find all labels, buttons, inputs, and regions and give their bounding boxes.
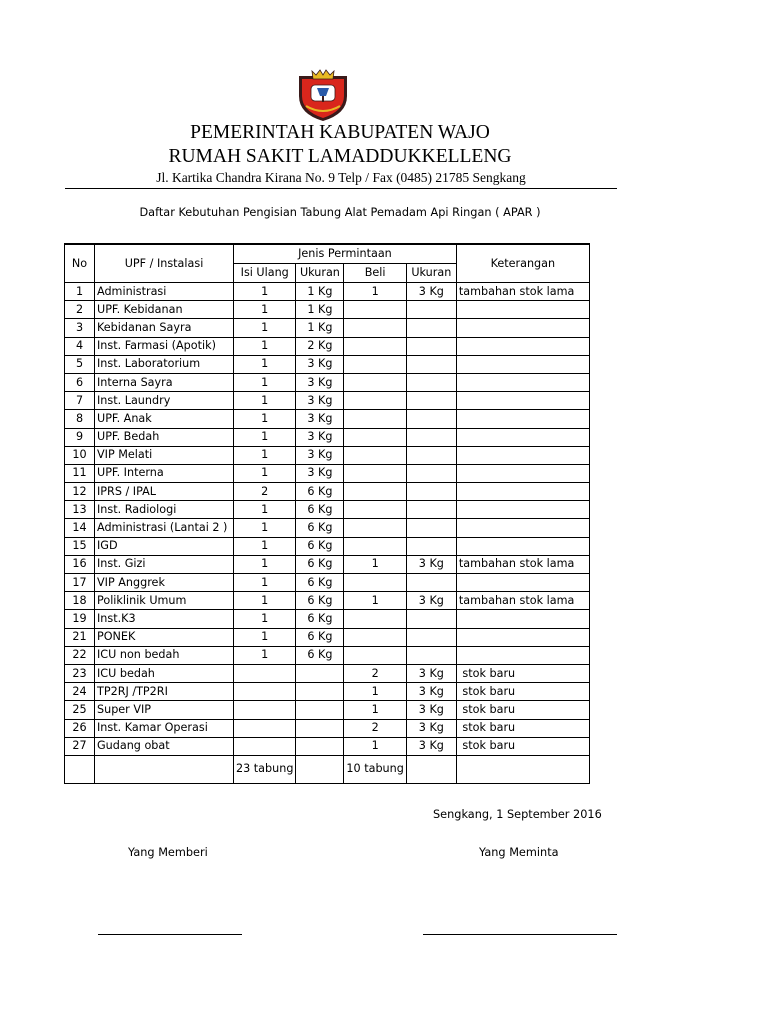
row-ukuran-2: 3 Kg — [406, 283, 456, 301]
row-ukuran-2 — [406, 646, 456, 664]
row-ukuran-2: 3 Kg — [406, 664, 456, 682]
table-row — [65, 355, 590, 373]
row-upf: PONEK — [95, 628, 234, 646]
row-beli — [344, 646, 406, 664]
table-row — [65, 428, 590, 446]
row-ukuran-1: 6 Kg — [296, 592, 344, 610]
row-keterangan: tambahan stok lama — [456, 592, 589, 610]
total-ukuran-2-cell — [406, 755, 456, 783]
row-ukuran-1: 3 Kg — [296, 428, 344, 446]
row-ukuran-1: 1 Kg — [296, 301, 344, 319]
row-isi-ulang: 1 — [234, 646, 296, 664]
row-isi-ulang: 1 — [234, 537, 296, 555]
row-ukuran-2 — [406, 483, 456, 501]
row-beli — [344, 373, 406, 391]
row-beli — [344, 501, 406, 519]
row-upf: IGD — [95, 537, 234, 555]
row-isi-ulang: 2 — [234, 483, 296, 501]
row-keterangan — [456, 483, 589, 501]
col-header-beli: Beli — [344, 264, 406, 283]
row-no: 21 — [65, 628, 95, 646]
row-ukuran-2 — [406, 574, 456, 592]
row-no: 6 — [65, 373, 95, 391]
row-ukuran-2 — [406, 501, 456, 519]
table-row — [65, 701, 590, 719]
row-no: 16 — [65, 555, 95, 573]
row-ukuran-1: 6 Kg — [296, 519, 344, 537]
row-beli — [344, 301, 406, 319]
row-keterangan: stok baru — [456, 737, 589, 755]
hospital-name: RUMAH SAKIT LAMADDUKKELLENG — [168, 146, 512, 167]
row-upf: Inst. Kamar Operasi — [95, 719, 234, 737]
row-isi-ulang: 1 — [234, 283, 296, 301]
row-isi-ulang: 1 — [234, 337, 296, 355]
row-upf: Super VIP — [95, 701, 234, 719]
row-ukuran-1: 3 Kg — [296, 392, 344, 410]
row-ukuran-2 — [406, 464, 456, 482]
total-beli: 10 tabung — [344, 755, 406, 783]
total-no-cell — [65, 755, 95, 783]
row-ukuran-1: 6 Kg — [296, 483, 344, 501]
giver-signature-line — [98, 934, 242, 935]
row-keterangan — [456, 646, 589, 664]
row-isi-ulang: 1 — [234, 319, 296, 337]
row-upf: UPF. Kebidanan — [95, 301, 234, 319]
row-ukuran-1: 3 Kg — [296, 446, 344, 464]
row-beli: 2 — [344, 719, 406, 737]
row-ukuran-1: 6 Kg — [296, 610, 344, 628]
row-ukuran-1: 3 Kg — [296, 373, 344, 391]
row-ukuran-1: 6 Kg — [296, 555, 344, 573]
document-title: Daftar Kebutuhan Pengisian Tabung Alat Pemadam Api Ringan ( APAR ) — [139, 206, 541, 219]
row-ukuran-2 — [406, 301, 456, 319]
row-ukuran-2 — [406, 373, 456, 391]
row-beli — [344, 610, 406, 628]
table-row — [65, 574, 590, 592]
row-ukuran-1: 6 Kg — [296, 574, 344, 592]
row-isi-ulang: 1 — [234, 446, 296, 464]
row-upf: Administrasi — [95, 283, 234, 301]
row-keterangan — [456, 464, 589, 482]
row-isi-ulang: 1 — [234, 610, 296, 628]
row-ukuran-2 — [406, 355, 456, 373]
row-ukuran-2 — [406, 519, 456, 537]
row-upf: Gudang obat — [95, 737, 234, 755]
row-no: 7 — [65, 392, 95, 410]
row-ukuran-1 — [296, 664, 344, 682]
row-no: 1 — [65, 283, 95, 301]
row-beli — [344, 428, 406, 446]
request-table — [64, 243, 590, 784]
row-no: 27 — [65, 737, 95, 755]
row-beli — [344, 483, 406, 501]
row-ukuran-1: 6 Kg — [296, 501, 344, 519]
row-keterangan: stok baru — [456, 664, 589, 682]
header-divider — [65, 188, 617, 189]
row-isi-ulang: 1 — [234, 464, 296, 482]
row-no: 12 — [65, 483, 95, 501]
col-header-no: No — [65, 244, 95, 283]
row-beli: 1 — [344, 555, 406, 573]
institution-name: PEMERINTAH KABUPATEN WAJO — [190, 122, 490, 143]
row-keterangan — [456, 301, 589, 319]
row-beli: 2 — [344, 664, 406, 682]
row-keterangan — [456, 446, 589, 464]
row-beli — [344, 464, 406, 482]
row-keterangan — [456, 410, 589, 428]
row-no: 5 — [65, 355, 95, 373]
row-beli — [344, 337, 406, 355]
table-row — [65, 392, 590, 410]
row-upf: VIP Melati — [95, 446, 234, 464]
table-row — [65, 373, 590, 391]
row-no: 14 — [65, 519, 95, 537]
row-isi-ulang — [234, 683, 296, 701]
row-beli — [344, 446, 406, 464]
col-header-isi-ulang: Isi Ulang — [234, 264, 296, 283]
row-ukuran-1: 3 Kg — [296, 355, 344, 373]
col-header-keterangan: Keterangan — [456, 244, 589, 283]
row-isi-ulang — [234, 701, 296, 719]
row-keterangan: tambahan stok lama — [456, 555, 589, 573]
row-beli: 1 — [344, 683, 406, 701]
row-upf: Kebidanan Sayra — [95, 319, 234, 337]
row-no: 24 — [65, 683, 95, 701]
row-isi-ulang: 1 — [234, 501, 296, 519]
row-ukuran-2 — [406, 392, 456, 410]
row-no: 9 — [65, 428, 95, 446]
row-upf: ICU non bedah — [95, 646, 234, 664]
row-upf: ICU bedah — [95, 664, 234, 682]
row-keterangan: tambahan stok lama — [456, 283, 589, 301]
row-keterangan — [456, 610, 589, 628]
row-isi-ulang — [234, 737, 296, 755]
row-ukuran-2 — [406, 319, 456, 337]
table-row — [65, 664, 590, 682]
row-ukuran-2 — [406, 337, 456, 355]
row-ukuran-1: 3 Kg — [296, 410, 344, 428]
row-keterangan — [456, 501, 589, 519]
row-no: 8 — [65, 410, 95, 428]
row-upf: UPF. Interna — [95, 464, 234, 482]
row-no: 22 — [65, 646, 95, 664]
row-ukuran-1: 3 Kg — [296, 464, 344, 482]
row-ukuran-2 — [406, 610, 456, 628]
row-isi-ulang — [234, 719, 296, 737]
row-no: 25 — [65, 701, 95, 719]
row-upf: UPF. Bedah — [95, 428, 234, 446]
row-beli — [344, 537, 406, 555]
row-keterangan: stok baru — [456, 683, 589, 701]
row-upf: Poliklinik Umum — [95, 592, 234, 610]
row-beli — [344, 355, 406, 373]
row-ukuran-2 — [406, 446, 456, 464]
total-upf-cell — [95, 755, 234, 783]
row-isi-ulang: 1 — [234, 392, 296, 410]
row-ukuran-2: 3 Kg — [406, 555, 456, 573]
place-date: Sengkang, 1 September 2016 — [433, 808, 602, 821]
row-isi-ulang: 1 — [234, 555, 296, 573]
row-no: 17 — [65, 574, 95, 592]
table-body — [65, 283, 590, 756]
row-keterangan — [456, 428, 589, 446]
row-no: 23 — [65, 664, 95, 682]
row-ukuran-1: 2 Kg — [296, 337, 344, 355]
requester-label: Yang Meminta — [479, 846, 559, 859]
row-isi-ulang — [234, 664, 296, 682]
row-ukuran-2 — [406, 410, 456, 428]
row-upf: Inst. Farmasi (Apotik) — [95, 337, 234, 355]
table-row — [65, 555, 590, 573]
row-ukuran-1: 6 Kg — [296, 537, 344, 555]
total-isi-ulang: 23 tabung — [234, 755, 296, 783]
col-header-ukuran-2: Ukuran — [406, 264, 456, 283]
row-ukuran-2: 3 Kg — [406, 683, 456, 701]
table-row — [65, 446, 590, 464]
row-keterangan — [456, 337, 589, 355]
total-ukuran-1-cell — [296, 755, 344, 783]
table-row — [65, 592, 590, 610]
row-beli — [344, 628, 406, 646]
row-ukuran-2 — [406, 428, 456, 446]
hospital-emblem-icon — [295, 68, 351, 122]
table-row — [65, 319, 590, 337]
row-isi-ulang: 1 — [234, 373, 296, 391]
row-isi-ulang: 1 — [234, 410, 296, 428]
row-no: 15 — [65, 537, 95, 555]
col-header-upf: UPF / Instalasi — [95, 244, 234, 283]
row-upf: TP2RJ /TP2RI — [95, 683, 234, 701]
col-header-jenis: Jenis Permintaan — [234, 244, 457, 264]
row-ukuran-2: 3 Kg — [406, 737, 456, 755]
row-beli: 1 — [344, 283, 406, 301]
row-isi-ulang: 1 — [234, 355, 296, 373]
table-row — [65, 410, 590, 428]
table-row — [65, 337, 590, 355]
row-upf: Administrasi (Lantai 2 ) — [95, 519, 234, 537]
row-ukuran-1 — [296, 683, 344, 701]
table-row — [65, 610, 590, 628]
row-upf: Inst. Radiologi — [95, 501, 234, 519]
total-keterangan-cell — [456, 755, 589, 783]
table-row — [65, 519, 590, 537]
giver-label: Yang Memberi — [128, 846, 208, 859]
row-beli — [344, 392, 406, 410]
row-keterangan — [456, 574, 589, 592]
row-no: 4 — [65, 337, 95, 355]
table-row — [65, 501, 590, 519]
table-row — [65, 483, 590, 501]
row-keterangan — [456, 628, 589, 646]
table-row — [65, 537, 590, 555]
row-ukuran-2 — [406, 628, 456, 646]
row-isi-ulang: 1 — [234, 301, 296, 319]
table-row — [65, 283, 590, 301]
row-upf: VIP Anggrek — [95, 574, 234, 592]
hospital-address: Jl. Kartika Chandra Kirana No. 9 Telp / Fax (0485) 21785 Sengkang — [156, 170, 526, 185]
col-header-ukuran-1: Ukuran — [296, 264, 344, 283]
row-no: 3 — [65, 319, 95, 337]
row-isi-ulang: 1 — [234, 519, 296, 537]
row-keterangan: stok baru — [456, 701, 589, 719]
table-row — [65, 628, 590, 646]
row-no: 13 — [65, 501, 95, 519]
row-ukuran-2: 3 Kg — [406, 719, 456, 737]
row-keterangan — [456, 392, 589, 410]
row-no: 26 — [65, 719, 95, 737]
row-upf: Inst.K3 — [95, 610, 234, 628]
row-keterangan — [456, 519, 589, 537]
row-ukuran-1 — [296, 737, 344, 755]
row-keterangan — [456, 373, 589, 391]
table-row — [65, 737, 590, 755]
row-ukuran-2: 3 Kg — [406, 701, 456, 719]
row-keterangan — [456, 355, 589, 373]
table-row — [65, 464, 590, 482]
row-beli — [344, 319, 406, 337]
row-beli: 1 — [344, 592, 406, 610]
row-no: 19 — [65, 610, 95, 628]
table-row — [65, 301, 590, 319]
row-isi-ulang: 1 — [234, 628, 296, 646]
row-isi-ulang: 1 — [234, 592, 296, 610]
row-beli — [344, 519, 406, 537]
row-upf: Inst. Laboratorium — [95, 355, 234, 373]
row-ukuran-1: 1 Kg — [296, 319, 344, 337]
row-keterangan — [456, 319, 589, 337]
row-keterangan — [456, 537, 589, 555]
row-upf: Inst. Gizi — [95, 555, 234, 573]
row-no: 10 — [65, 446, 95, 464]
row-ukuran-1: 1 Kg — [296, 283, 344, 301]
row-ukuran-1 — [296, 719, 344, 737]
row-upf: Inst. Laundry — [95, 392, 234, 410]
row-isi-ulang: 1 — [234, 574, 296, 592]
row-ukuran-2: 3 Kg — [406, 592, 456, 610]
row-no: 18 — [65, 592, 95, 610]
table-row — [65, 719, 590, 737]
row-beli — [344, 574, 406, 592]
row-beli: 1 — [344, 737, 406, 755]
row-no: 11 — [65, 464, 95, 482]
row-ukuran-1: 6 Kg — [296, 628, 344, 646]
row-isi-ulang: 1 — [234, 428, 296, 446]
row-beli — [344, 410, 406, 428]
row-no: 2 — [65, 301, 95, 319]
row-beli: 1 — [344, 701, 406, 719]
row-upf: IPRS / IPAL — [95, 483, 234, 501]
requester-signature-line — [423, 934, 617, 935]
row-ukuran-1 — [296, 701, 344, 719]
row-upf: Interna Sayra — [95, 373, 234, 391]
table-row — [65, 646, 590, 664]
row-ukuran-1: 6 Kg — [296, 646, 344, 664]
row-upf: UPF. Anak — [95, 410, 234, 428]
row-ukuran-2 — [406, 537, 456, 555]
row-keterangan: stok baru — [456, 719, 589, 737]
table-row — [65, 683, 590, 701]
